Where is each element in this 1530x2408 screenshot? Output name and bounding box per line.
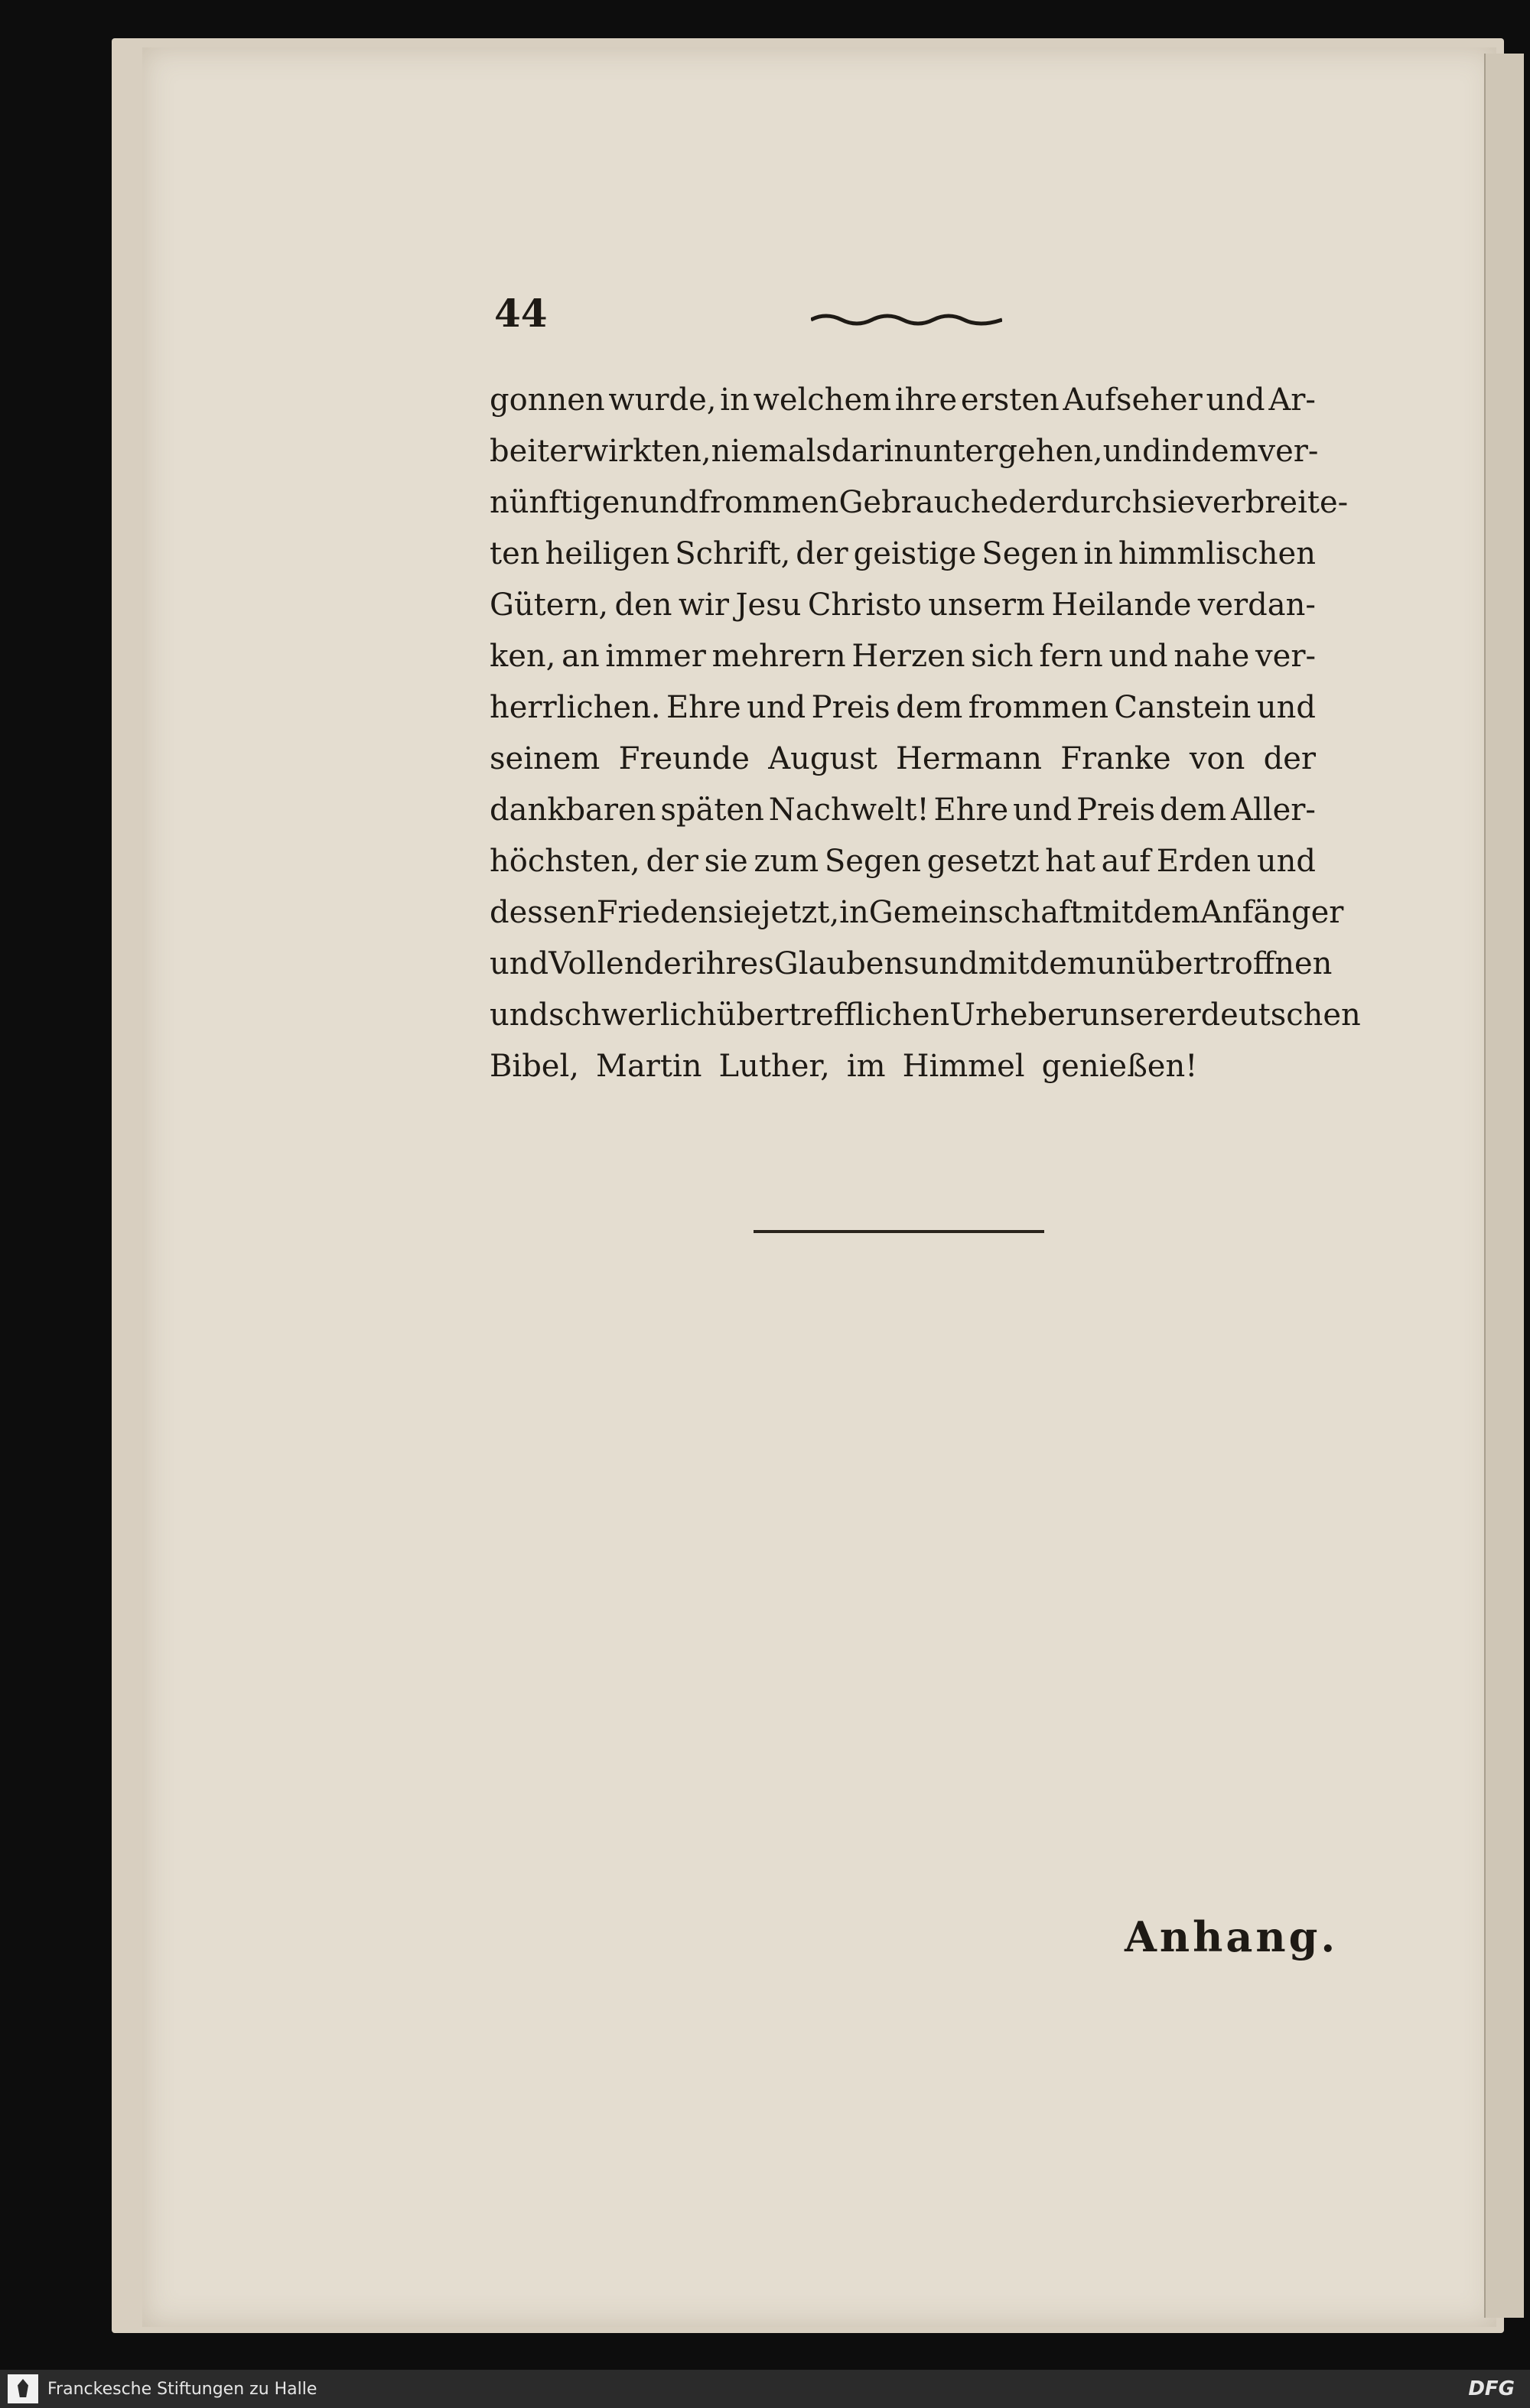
header-ornament — [811, 311, 1002, 326]
word: ver- — [1255, 639, 1316, 674]
word: ihres — [695, 946, 774, 981]
word: der — [1263, 741, 1316, 776]
word: im — [846, 1049, 886, 1084]
word: in — [839, 895, 869, 930]
word: Ehre — [933, 792, 1009, 828]
word: immer — [605, 639, 706, 674]
word: Gemeinschaft — [868, 895, 1082, 930]
word: Christo — [807, 587, 922, 623]
word: Segen — [824, 844, 921, 879]
word: in — [1161, 434, 1192, 469]
text-line — [490, 426, 1319, 477]
appendix-heading: Anhang. — [1125, 1912, 1339, 1961]
word: welchem — [753, 382, 892, 418]
word: dem — [1133, 895, 1200, 930]
word: wir — [678, 587, 730, 623]
word: Bibel, — [490, 1049, 579, 1084]
word: Luther, — [718, 1049, 830, 1084]
word: Hermann — [896, 741, 1043, 776]
word: ihre — [894, 382, 958, 418]
footer-bar — [0, 2370, 1530, 2408]
word: sie — [718, 895, 762, 930]
word: Ar- — [1268, 382, 1316, 418]
word: nahe — [1174, 639, 1250, 674]
word: genießen! — [1041, 1049, 1198, 1084]
word: Aller- — [1231, 792, 1316, 828]
word: Preis — [1076, 792, 1156, 828]
body-text — [490, 375, 1361, 1092]
word: Nachwelt! — [768, 792, 929, 828]
text-line — [490, 580, 1316, 631]
word: mit — [978, 946, 1030, 981]
text-line — [490, 631, 1316, 682]
word: Preis — [811, 690, 890, 725]
word: sie — [704, 844, 748, 879]
word: frommen — [698, 485, 839, 520]
section-divider — [754, 1230, 1044, 1233]
word: Franke — [1060, 741, 1171, 776]
word: Heilande — [1051, 587, 1192, 623]
word: geistige — [853, 536, 977, 571]
word: Erden — [1156, 844, 1252, 879]
word: dem — [1160, 792, 1227, 828]
word: gonnen — [490, 382, 605, 418]
word: schwerlich — [549, 997, 717, 1033]
word: späten — [660, 792, 764, 828]
word: in — [720, 382, 750, 418]
word: den — [614, 587, 672, 623]
text-line — [490, 939, 1333, 990]
word: ten — [490, 536, 540, 571]
word: beiter — [490, 434, 582, 469]
word: mehrern — [711, 639, 846, 674]
word: dessen — [490, 895, 597, 930]
word: ersten — [960, 382, 1060, 418]
word: Himmel — [902, 1049, 1025, 1084]
word: Schrift, — [675, 536, 791, 571]
text-line — [490, 1041, 1316, 1092]
word: übertrefflichen — [716, 997, 950, 1033]
word: der — [796, 536, 848, 571]
word: an — [562, 639, 600, 674]
word: Gebrauche — [838, 485, 1009, 520]
word: auf — [1101, 844, 1151, 879]
word: zum — [754, 844, 819, 879]
text-line — [490, 836, 1316, 887]
word: frommen — [968, 690, 1108, 725]
page-number: 44 — [494, 291, 548, 336]
word: durch — [1060, 485, 1152, 520]
word: heiligen — [545, 536, 670, 571]
word: und — [1013, 792, 1073, 828]
word: Anfänger — [1200, 895, 1344, 930]
text-line — [490, 990, 1361, 1041]
word: August — [768, 741, 877, 776]
word: Canstein — [1114, 690, 1252, 725]
word: Gütern, — [490, 587, 609, 623]
word: verdan- — [1197, 587, 1316, 623]
word: von — [1189, 741, 1245, 776]
word: dem — [896, 690, 963, 725]
word: und — [490, 997, 549, 1033]
word: Jesu — [735, 587, 802, 623]
word: in — [1083, 536, 1113, 571]
word: und — [1206, 382, 1265, 418]
word: nünftigen — [490, 485, 640, 520]
word: dem — [1191, 434, 1258, 469]
word: und — [490, 946, 549, 981]
word: seinem — [490, 741, 601, 776]
text-line — [490, 682, 1316, 734]
word: sie — [1151, 485, 1196, 520]
institution-label: Franckesche Stiftungen zu Halle — [47, 2380, 317, 2399]
text-line — [490, 734, 1316, 785]
word: himmlischen — [1118, 536, 1316, 571]
institution-logo-icon — [8, 2374, 38, 2403]
word: herrlichen. — [490, 690, 661, 725]
word: und — [1256, 844, 1316, 879]
word: hat — [1045, 844, 1095, 879]
word: und — [747, 690, 806, 725]
word: Segen — [981, 536, 1079, 571]
word: der — [646, 844, 698, 879]
word: und — [1108, 639, 1168, 674]
word: unserm — [928, 587, 1045, 623]
text-line — [490, 887, 1344, 939]
word: unserer — [1079, 997, 1201, 1033]
word: Vollender — [549, 946, 696, 981]
word: verbreite- — [1195, 485, 1349, 520]
word: ver- — [1258, 434, 1319, 469]
text-line — [490, 785, 1316, 836]
word: und — [1256, 690, 1316, 725]
word: höchsten, — [490, 844, 640, 879]
word: Herzen — [851, 639, 965, 674]
word: Frieden — [596, 895, 718, 930]
word: und — [919, 946, 978, 981]
word: ken, — [490, 639, 556, 674]
word: darin — [831, 434, 914, 469]
word: mit — [1082, 895, 1134, 930]
text-line — [490, 477, 1349, 529]
word: jetzt, — [761, 895, 840, 930]
text-line — [490, 375, 1316, 426]
dfg-logo: DFG — [1468, 2377, 1515, 2400]
text-line — [490, 529, 1316, 580]
word: fern — [1039, 639, 1103, 674]
word: Freunde — [618, 741, 750, 776]
word: unübertroffnen — [1095, 946, 1333, 981]
word: deutschen — [1200, 997, 1361, 1033]
word: der — [1008, 485, 1061, 520]
word: Ehre — [666, 690, 741, 725]
word: gesetzt — [926, 844, 1040, 879]
word: und — [1102, 434, 1162, 469]
word: und — [640, 485, 699, 520]
word: Martin — [595, 1049, 702, 1084]
word: wurde, — [608, 382, 717, 418]
word: dem — [1029, 946, 1096, 981]
word: niemals — [711, 434, 832, 469]
word: untergehen, — [913, 434, 1103, 469]
word: dankbaren — [490, 792, 656, 828]
word: Urheber — [949, 997, 1080, 1033]
right-page-edge — [1484, 54, 1524, 2318]
word: wirkten, — [581, 434, 711, 469]
word: Aufseher — [1063, 382, 1203, 418]
word: Glaubens — [773, 946, 920, 981]
word: sich — [971, 639, 1034, 674]
